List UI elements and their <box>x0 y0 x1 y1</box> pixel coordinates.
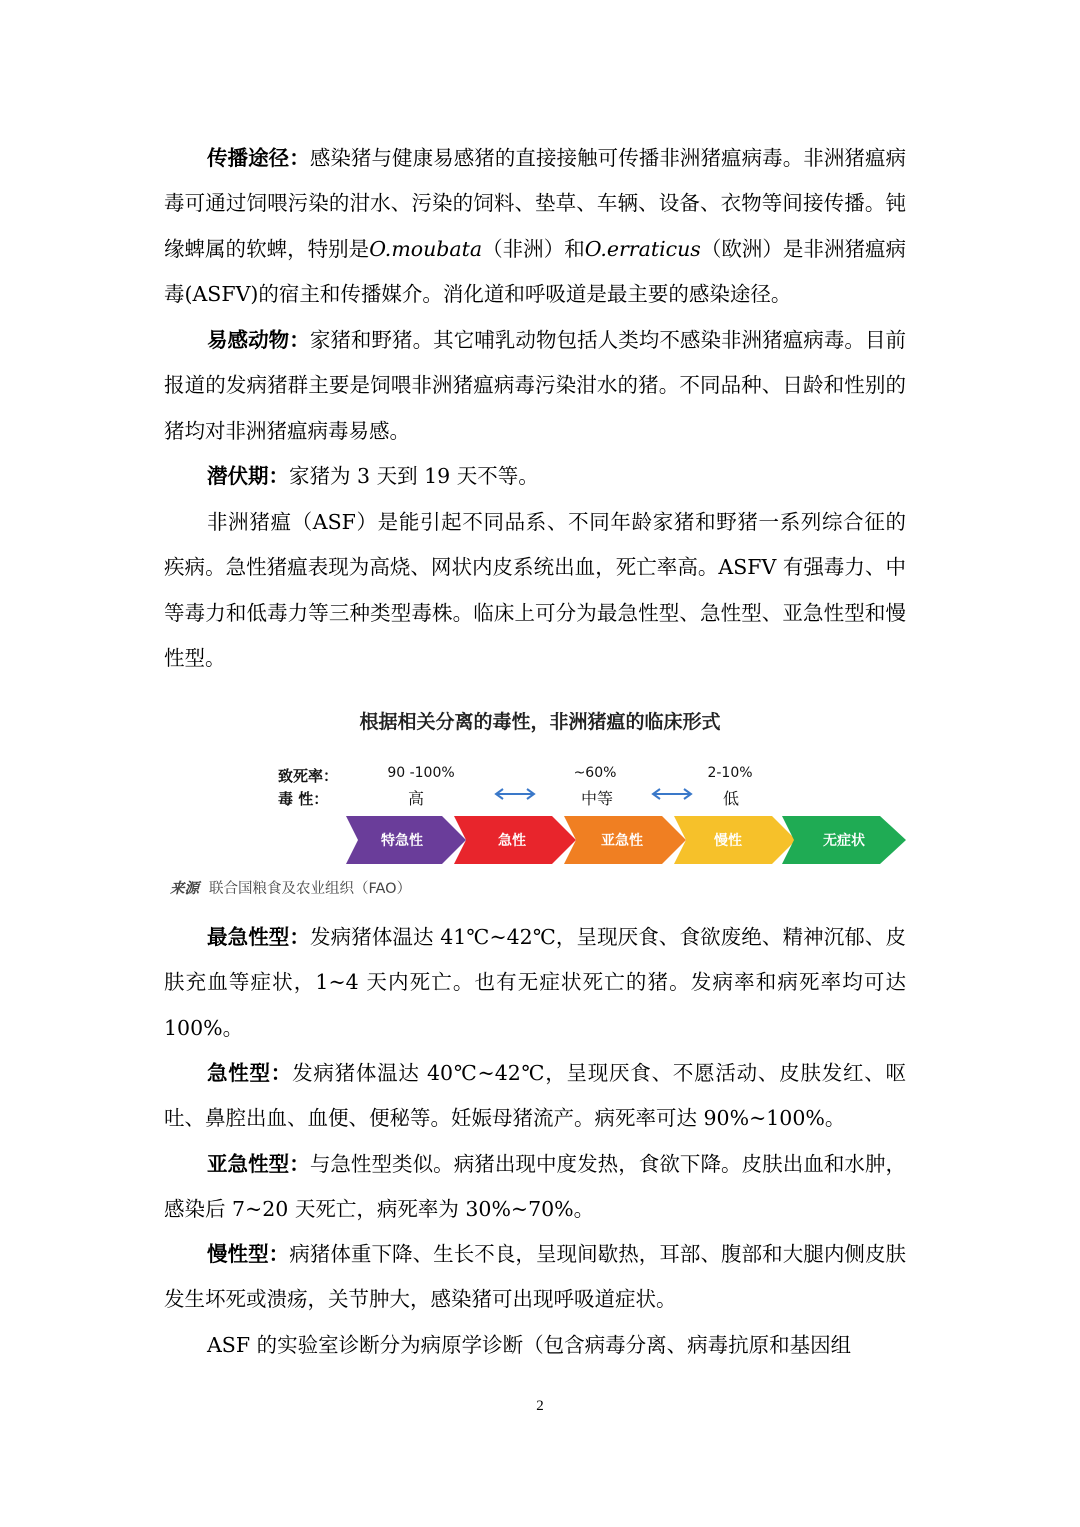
peracute-label: 最急性型： <box>207 925 311 949</box>
incubation-label: 潜伏期： <box>207 464 289 488</box>
stage-asymptomatic-label: 无症状 <box>823 833 865 849</box>
stage-subacute-label: 亚急性 <box>601 833 643 849</box>
rate-low: 2-10% <box>707 765 753 781</box>
source-label: 来源 <box>170 881 199 897</box>
transmission-label: 传播途径： <box>207 146 310 170</box>
virulence-label: 毒 性： <box>278 790 329 808</box>
transmission-text-3: （欧洲）是非洲猪瘟病毒(ASFV)的宿主和传播媒介。消化道和呼吸道是最主要的感染途径。 <box>164 236 907 306</box>
paragraph-incubation <box>164 454 906 499</box>
paragraph-peracute <box>164 915 906 1051</box>
paragraph-subacute <box>164 1142 906 1233</box>
susceptible-label: 易感动物： <box>207 328 310 352</box>
stage-acute-label: 急性 <box>498 833 526 849</box>
stage-hyperacute-label: 特急性 <box>381 833 423 849</box>
acute-text: 发病猪体温达 40℃~42℃，呈现厌食、不愿活动、皮肤发红、呕吐、鼻腔出血、血便、便秘等。妊娠母猪流产。病死率可达 90%~100%。 <box>164 1061 907 1131</box>
figure-title: 根据相关分离的毒性，非洲猪瘟的临床形式 <box>359 711 721 733</box>
species-moubata: O.moubata <box>369 236 483 261</box>
paragraph-acute <box>164 1051 906 1142</box>
clinical-forms-figure <box>160 695 920 910</box>
lethality-label: 致死率： <box>278 767 339 785</box>
susceptible-text: 家猪和野猪。其它哺乳动物包括人类均不感染非洲猪瘟病毒。目前报道的发病猪群主要是饲喂非洲猪瘟病毒污染泔水的猪。不同品种、日龄和性别的猪均对非洲猪瘟病毒易感。 <box>164 328 907 443</box>
paragraph-chronic <box>164 1232 906 1323</box>
asf-intro-text: 非洲猪瘟（ASF）是能引起不同品系、不同年龄家猪和野猪一系列综合征的疾病。急性猪瘟表现为高烧、网状内皮系统出血，死亡率高。ASFV 有强毒力、中等毒力和低毒力等三种类型毒株。临床上可分为最急性型、急性型、亚急性型和慢性型。 <box>164 510 906 670</box>
chronic-text: 病猪体重下降、生长不良，呈现间歇热，耳部、腹部和大腿内侧皮肤发生坏死或溃疡，关节肿大，感染猪可出现呼吸道症状。 <box>164 1242 907 1312</box>
page-number: 2 <box>536 1398 544 1414</box>
lab-diagnosis-text: ASF 的实验室诊断分为病原学诊断（包含病毒分离、病毒抗原和基因组 <box>207 1333 852 1357</box>
paragraph-transmission <box>164 136 906 317</box>
chronic-label: 慢性型： <box>207 1242 290 1266</box>
double-arrow-icon <box>653 789 691 799</box>
species-erraticus: O.erraticus <box>584 236 701 261</box>
figure-source <box>170 877 411 898</box>
subacute-label: 亚急性型： <box>207 1152 310 1176</box>
virulence-high: 高 <box>407 789 424 808</box>
paragraph-asf-intro <box>164 500 906 681</box>
subacute-text: 与急性型类似。病猪出现中度发热，食欲下降。皮肤出血和水肿，感染后 7~20 天死亡，病死率为 30%~70%。 <box>164 1152 907 1222</box>
peracute-text: 发病猪体温达 41℃~42℃，呈现厌食、食欲废绝、精神沉郁、皮肤充血等症状，1~4 天内死亡。也有无症状死亡的猪。发病率和病死率均可达 100%。 <box>164 925 906 1040</box>
paragraph-susceptible <box>164 318 906 454</box>
rate-high: 90 -100% <box>387 765 455 781</box>
paragraph-lab-diagnosis <box>164 1323 906 1369</box>
incubation-text: 家猪为 3 天到 19 天不等。 <box>289 464 539 488</box>
transmission-text-2: （非洲）和 <box>482 236 585 261</box>
transmission-text-1: 感染猪与健康易感猪的直接接触可传播非洲猪瘟病毒。非洲猪瘟病毒可通过饲喂污染的泔水、污染的饲料、垫草、车辆、设备、衣物等间接传播。钝缘蜱属的软蜱，特别是 <box>164 146 907 261</box>
virulence-low: 低 <box>722 789 739 808</box>
rate-medium: ~60% <box>573 765 617 781</box>
virulence-medium: 中等 <box>580 789 613 808</box>
double-arrow-icon <box>496 789 534 799</box>
stage-chronic-label: 慢性 <box>714 833 742 849</box>
source-text: 联合国粮食及农业组织（FAO） <box>209 881 412 897</box>
acute-label: 急性型： <box>207 1061 293 1085</box>
